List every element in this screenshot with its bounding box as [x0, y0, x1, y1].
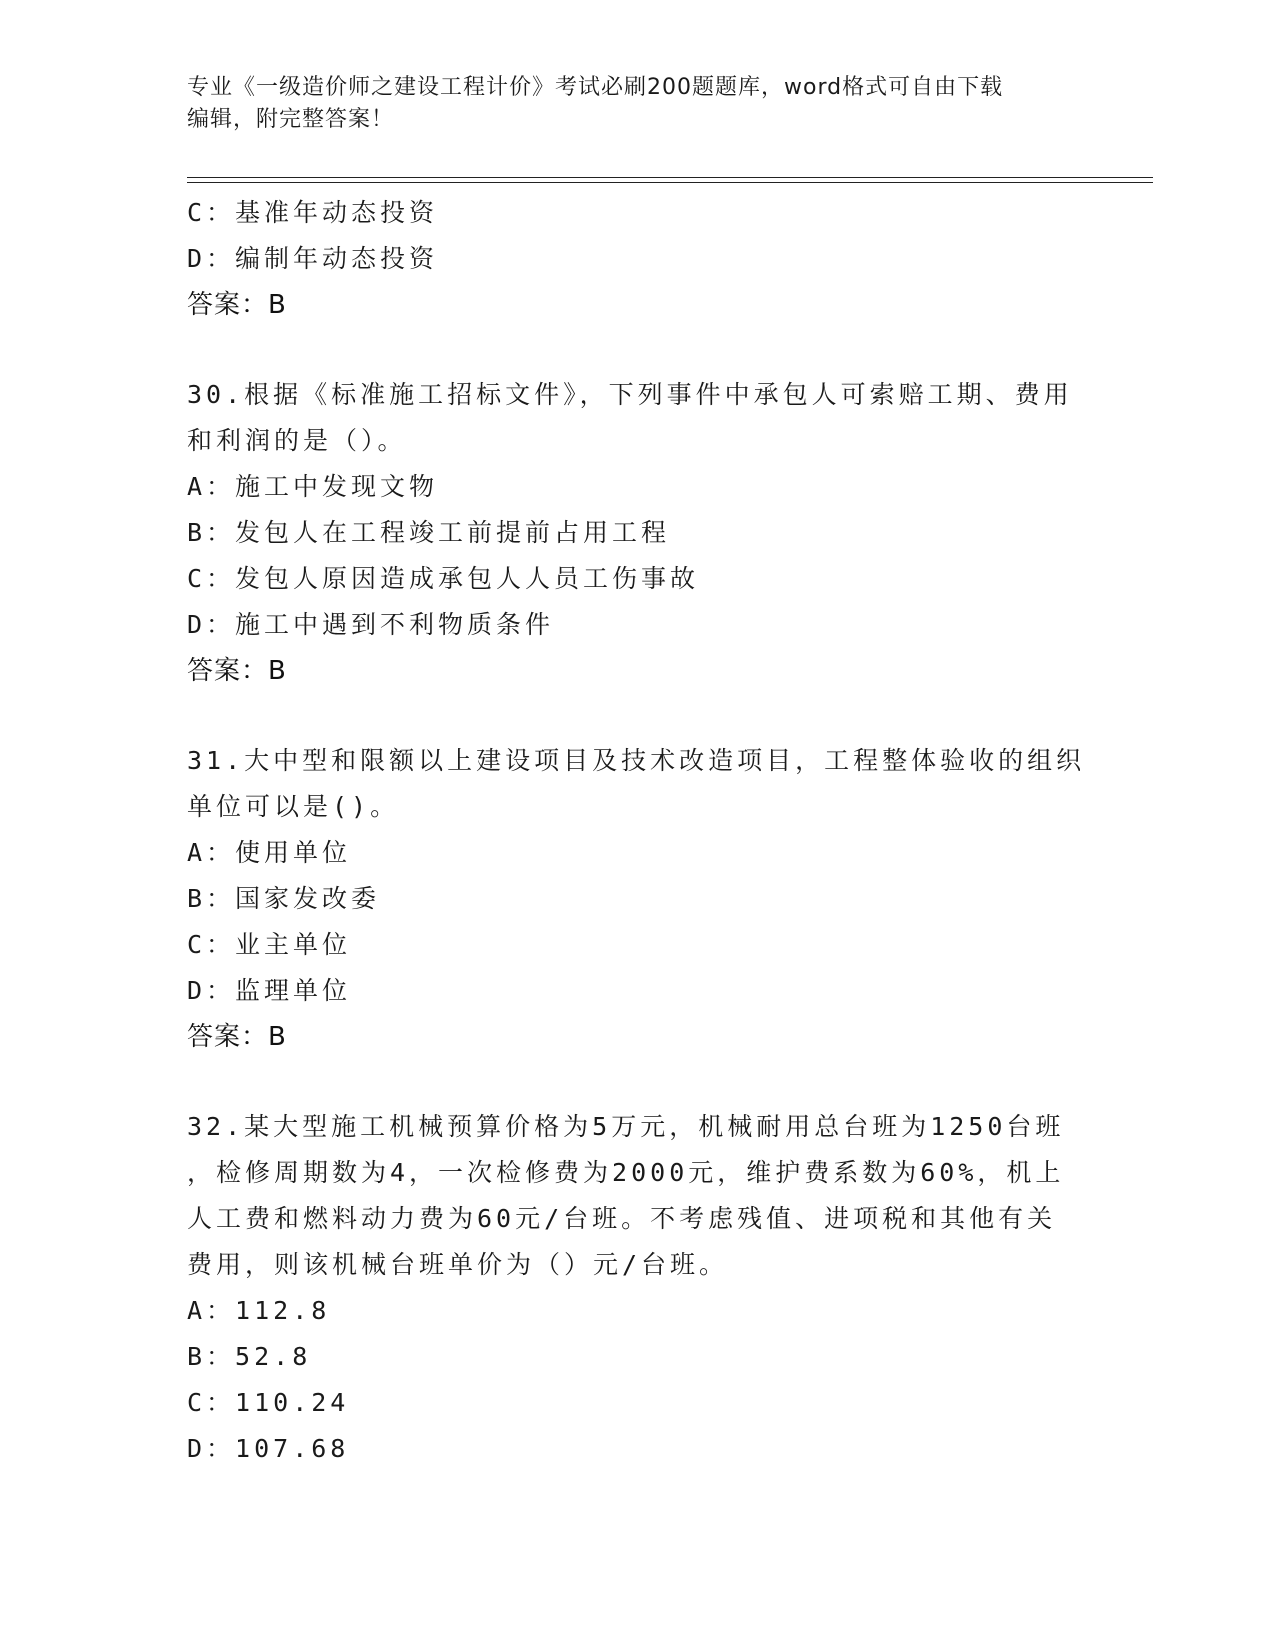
option-c: C：发包人原因造成承包人人员工伤事故 — [187, 564, 700, 593]
option-c: C：110.24 — [187, 1388, 350, 1417]
question-29-continuation — [187, 190, 1087, 328]
option-b: B：52.8 — [187, 1342, 312, 1371]
option-c: C：业主单位 — [187, 930, 352, 959]
answer-line: 答案：B — [187, 290, 287, 320]
spacer — [187, 1060, 1087, 1104]
question-stem-line: 和利润的是（）。 — [187, 426, 407, 455]
spacer — [187, 694, 1087, 738]
option-b: B：发包人在工程竣工前提前占用工程 — [187, 518, 671, 547]
spacer — [187, 328, 1087, 372]
question-31 — [187, 738, 1087, 1060]
option-d: D：监理单位 — [187, 976, 352, 1005]
option-b: B：国家发改委 — [187, 884, 381, 913]
header-line-2: 编辑，附完整答案！ — [187, 107, 395, 132]
option-d: D：107.68 — [187, 1434, 350, 1463]
document-content — [187, 190, 1087, 1472]
question-stem-line: ，检修周期数为4，一次检修费为2000元，维护费系数为60%，机上 — [187, 1158, 1065, 1187]
question-30 — [187, 372, 1087, 694]
answer-line: 答案：B — [187, 1022, 287, 1052]
option-c: C：基准年动态投资 — [187, 198, 439, 227]
header-rule-top — [187, 177, 1153, 178]
option-a: A：使用单位 — [187, 838, 352, 867]
option-a: A：施工中发现文物 — [187, 472, 439, 501]
option-a: A：112.8 — [187, 1296, 331, 1325]
question-stem-line: 费用，则该机械台班单价为（）元/台班。 — [187, 1250, 729, 1279]
answer-line: 答案：B — [187, 656, 287, 686]
header-line-1: 专业《一级造价师之建设工程计价》考试必刷200题题库，word格式可自由下载 — [187, 75, 1004, 100]
question-32 — [187, 1104, 1087, 1472]
question-stem-line: 30.根据《标准施工招标文件》，下列事件中承包人可索赔工期、费用 — [187, 380, 1073, 409]
question-stem-line: 人工费和燃料动力费为60元/台班。不考虑残值、进项税和其他有关 — [187, 1204, 1057, 1233]
question-stem-line: 单位可以是()。 — [187, 792, 400, 821]
document-header — [187, 72, 1087, 136]
question-stem-line: 32.某大型施工机械预算价格为5万元，机械耐用总台班为1250台班 — [187, 1112, 1065, 1141]
question-stem-line: 31.大中型和限额以上建设项目及技术改造项目，工程整体验收的组织 — [187, 746, 1086, 775]
option-d: D：施工中遇到不利物质条件 — [187, 610, 555, 639]
option-d: D：编制年动态投资 — [187, 244, 439, 273]
header-rule-bottom — [187, 182, 1153, 183]
